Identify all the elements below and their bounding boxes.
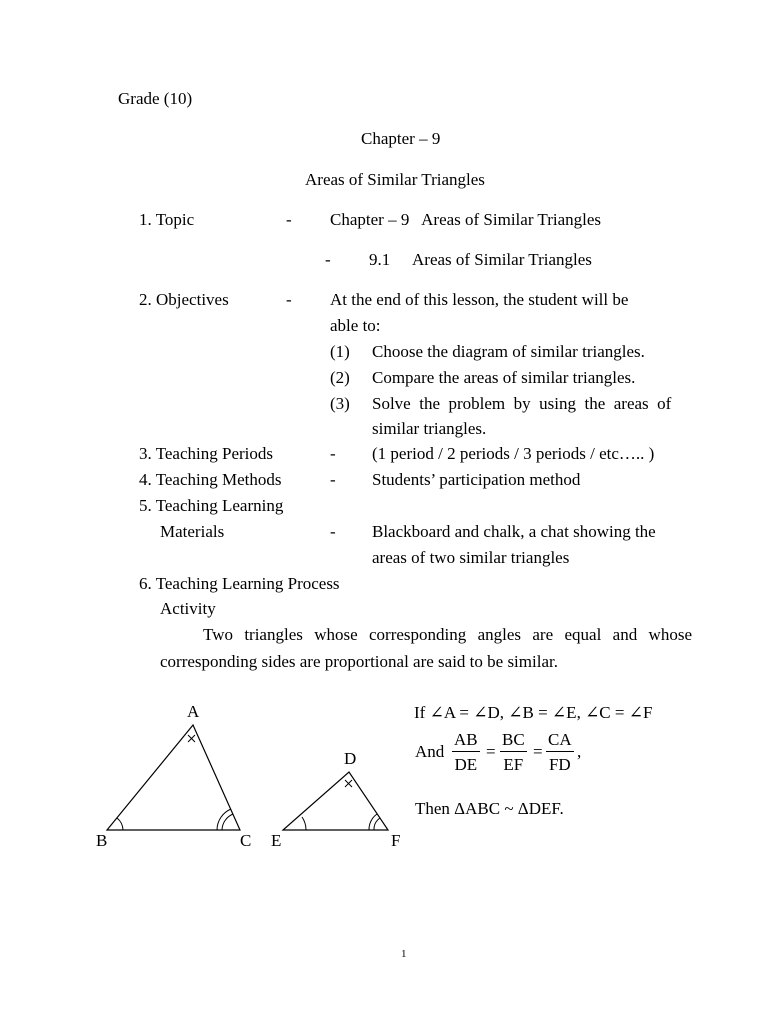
objective-text: Choose the diagram of similar triangles. bbox=[372, 342, 645, 361]
angle-d-cross bbox=[345, 780, 352, 787]
objective-text: Solve the problem by using the areas of bbox=[372, 394, 672, 413]
objective-number: (2) bbox=[330, 368, 350, 387]
objectives-intro-line2: able to: bbox=[330, 316, 381, 335]
vertex-label-f: F bbox=[391, 831, 401, 850]
objective-number: (1) bbox=[330, 342, 350, 361]
vertex-label-c: C bbox=[240, 831, 252, 850]
angle-e-mark bbox=[302, 817, 306, 830]
angle-equality-statement: If ∠A = ∠D, ∠B = ∠E, ∠C = ∠F bbox=[414, 703, 653, 722]
materials-label-line1: 5. Teaching Learning bbox=[139, 496, 284, 515]
fraction-numerator: BC bbox=[500, 731, 527, 752]
topic-dash: - bbox=[286, 210, 292, 229]
process-label: 6. Teaching Learning Process bbox=[139, 574, 340, 593]
fraction-numerator: AB bbox=[452, 731, 480, 752]
ratio-bc-ef bbox=[500, 731, 527, 773]
objectives-label: 2. Objectives bbox=[139, 290, 229, 309]
materials-label-line2: Materials bbox=[160, 522, 225, 541]
angle-f-mark-inner bbox=[374, 818, 380, 830]
subtopic-number: 9.1 bbox=[369, 250, 391, 269]
chapter-heading: Chapter – 9 bbox=[361, 129, 441, 148]
angle-c-mark-inner bbox=[222, 814, 233, 830]
methods-label: 4. Teaching Methods bbox=[139, 470, 282, 489]
materials-value-line2: areas of two similar triangles bbox=[372, 548, 570, 567]
angle-b-mark bbox=[117, 818, 123, 830]
vertex-label-b: B bbox=[96, 831, 108, 850]
ratio-ab-de bbox=[452, 731, 480, 773]
page-number: 1 bbox=[401, 948, 407, 960]
materials-dash: - bbox=[330, 522, 336, 541]
trailing-comma: , bbox=[577, 742, 582, 761]
fraction-denominator: FD bbox=[548, 755, 571, 774]
methods-value: Students’ participation method bbox=[372, 470, 581, 489]
objective-text: Compare the areas of similar triangles. bbox=[372, 368, 636, 387]
objective-number: (3) bbox=[330, 394, 350, 413]
methods-dash: - bbox=[330, 470, 336, 489]
periods-value: (1 period / 2 periods / 3 periods / etc….. ) bbox=[372, 444, 655, 463]
fraction-denominator: DE bbox=[454, 755, 478, 774]
periods-label: 3. Teaching Periods bbox=[139, 444, 273, 463]
subtopic-value: Areas of Similar Triangles bbox=[412, 250, 592, 269]
triangle-abc bbox=[107, 725, 240, 830]
angle-c-mark-outer bbox=[217, 809, 231, 830]
vertex-label-a: A bbox=[187, 702, 200, 721]
objectives-dash: - bbox=[286, 290, 292, 309]
similarity-conclusion: Then ΔABC ~ ΔDEF. bbox=[415, 799, 564, 818]
page-title: Areas of Similar Triangles bbox=[305, 170, 485, 189]
topic-label: 1. Topic bbox=[139, 210, 195, 229]
subtopic-dash: - bbox=[325, 250, 331, 269]
activity-heading: Activity bbox=[160, 599, 216, 618]
objective-text-continued: similar triangles. bbox=[372, 419, 487, 438]
equals-sign: = bbox=[533, 742, 543, 761]
activity-paragraph-line2: corresponding sides are proportional are said to be similar. bbox=[160, 652, 558, 671]
vertex-label-e: E bbox=[271, 831, 282, 850]
equals-sign: = bbox=[486, 742, 496, 761]
fraction-numerator: CA bbox=[546, 731, 574, 752]
and-word: And bbox=[415, 742, 445, 761]
fraction-denominator: EF bbox=[503, 755, 524, 774]
angle-a-cross bbox=[188, 735, 195, 742]
triangle-def bbox=[283, 772, 388, 830]
topic-value: Chapter – 9 Areas of Similar Triangles bbox=[330, 210, 602, 229]
periods-dash: - bbox=[330, 444, 336, 463]
vertex-label-d: D bbox=[344, 749, 357, 768]
objectives-intro-line1: At the end of this lesson, the student will be bbox=[330, 290, 629, 309]
activity-paragraph-line1: Two triangles whose corresponding angles are equal and whose bbox=[203, 625, 692, 644]
angle-f-mark-outer bbox=[369, 814, 377, 830]
materials-value-line1: Blackboard and chalk, a chat showing the bbox=[372, 522, 656, 541]
grade-label: Grade (10) bbox=[118, 89, 193, 108]
ratio-ca-fd bbox=[546, 731, 574, 773]
